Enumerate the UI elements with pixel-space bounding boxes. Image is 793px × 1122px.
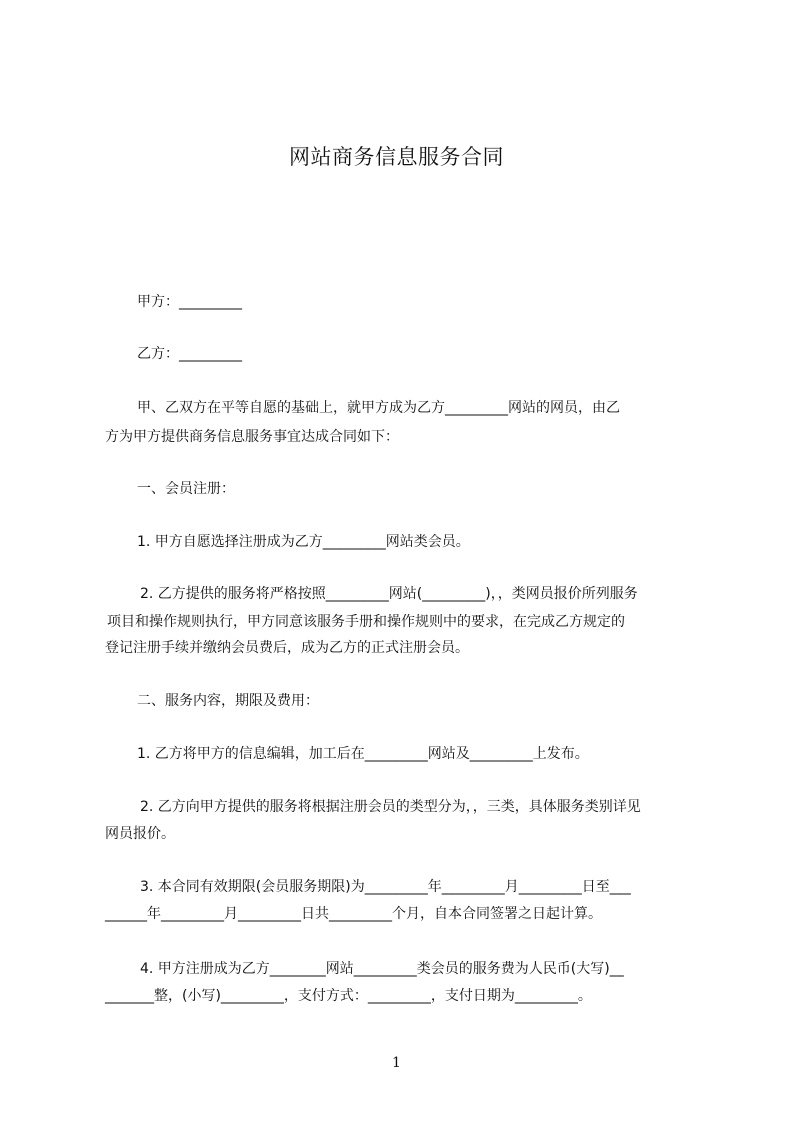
intro-line-2: 方为甲方提供商务信息服务事宜达成合同如下： — [105, 429, 399, 445]
section-2-item-3-line-2: ______年_________月_________日共_________个月，自本合同签署之日起计算。 — [105, 906, 602, 922]
section-2-item-2-line-1: 2. 乙方向甲方提供的服务将根据注册会员的类型分为，，三类，具体服务类别详见 — [140, 799, 641, 815]
section-2-item-4-line-1: 4. 甲方注册成为乙方________网站_________类会员的服务费为人民币(大写)__ — [140, 961, 624, 977]
section-2-item-3-line-1: 3. 本合同有效期限(会员服务期限)为_________年_________月_________日至___ — [140, 879, 631, 895]
section-1-item-2-line-1: 2. 乙方提供的服务将严格按照_________网站(_________)，，类网员报价所列服务 — [140, 586, 638, 602]
party-b-line: 乙方：_________ — [137, 346, 242, 362]
document-title: 网站商务信息服务合同 — [289, 145, 504, 169]
section-1-item-2-line-3: 登记注册手续并缴纳会员费后，成为乙方的正式注册会员。 — [105, 640, 469, 656]
section-2-item-4-line-2: _______整，(小写)_________，支付方式：_________，支付日期为_________。 — [105, 988, 592, 1004]
section-2-item-2-line-2: 网员报价。 — [105, 826, 175, 842]
page-number: 1 — [392, 1055, 401, 1071]
party-a-line: 甲方：_________ — [137, 294, 242, 310]
section-2-heading: 二、服务内容，期限及费用： — [137, 693, 319, 709]
section-1-heading: 一、会员注册： — [137, 481, 235, 497]
section-1-item-2-line-2: 项目和操作规则执行，甲方同意该服务手册和操作规则中的要求，在完成乙方规定的 — [107, 614, 625, 630]
section-1-item-1: 1. 甲方自愿选择注册成为乙方_________网站类会员。 — [137, 534, 470, 550]
section-2-item-1: 1. 乙方将甲方的信息编辑，加工后在_________网站及_________上发布。 — [137, 746, 589, 762]
intro-line-1: 甲、乙双方在平等自愿的基础上，就甲方成为乙方_________网站的网员，由乙 — [137, 400, 620, 416]
